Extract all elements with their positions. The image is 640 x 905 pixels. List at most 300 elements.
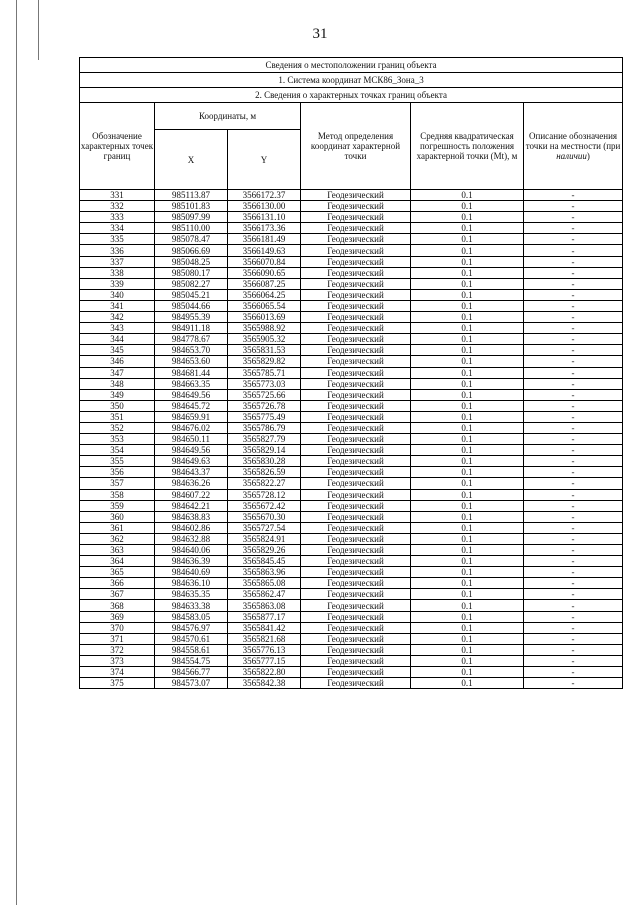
table-row: [80, 578, 623, 589]
error-cell: 0.1: [411, 611, 524, 622]
table-row: [80, 400, 623, 411]
description-cell: -: [524, 334, 623, 345]
description-cell: -: [524, 633, 623, 644]
table-row: [80, 511, 623, 522]
point-id-cell: 354: [80, 445, 155, 456]
y-coordinate-cell: 3565727.54: [228, 522, 301, 533]
error-cell: 0.1: [411, 644, 524, 655]
error-cell: 0.1: [411, 489, 524, 500]
table-row: [80, 312, 623, 323]
error-cell: 0.1: [411, 545, 524, 556]
x-coordinate-cell: 984642.21: [155, 500, 228, 511]
x-coordinate-cell: 984681.44: [155, 367, 228, 378]
error-cell: 0.1: [411, 400, 524, 411]
point-id-cell: 352: [80, 422, 155, 433]
table-row: [80, 190, 623, 201]
point-id-cell: 341: [80, 300, 155, 311]
error-cell: 0.1: [411, 567, 524, 578]
point-id-cell: 332: [80, 201, 155, 212]
table-row: [80, 422, 623, 433]
method-cell: Геодезический: [301, 278, 411, 289]
table-row: [80, 378, 623, 389]
method-cell: Геодезический: [301, 511, 411, 522]
error-cell: 0.1: [411, 212, 524, 223]
x-coordinate-cell: 984633.38: [155, 600, 228, 611]
error-cell: 0.1: [411, 578, 524, 589]
boundary-points-table: [79, 57, 623, 689]
y-coordinate-cell: 3566172.37: [228, 190, 301, 201]
point-id-cell: 337: [80, 256, 155, 267]
table-row: [80, 478, 623, 489]
error-cell: 0.1: [411, 411, 524, 422]
header-y: Y: [228, 130, 301, 190]
description-cell: -: [524, 489, 623, 500]
method-cell: Геодезический: [301, 300, 411, 311]
error-cell: 0.1: [411, 678, 524, 689]
x-coordinate-cell: 984635.35: [155, 589, 228, 600]
x-coordinate-cell: 985110.00: [155, 223, 228, 234]
description-cell: -: [524, 256, 623, 267]
error-cell: 0.1: [411, 589, 524, 600]
description-cell: -: [524, 312, 623, 323]
x-coordinate-cell: 985045.21: [155, 289, 228, 300]
description-cell: -: [524, 545, 623, 556]
y-coordinate-cell: 3565775.49: [228, 411, 301, 422]
method-cell: Геодезический: [301, 478, 411, 489]
x-coordinate-cell: 984607.22: [155, 489, 228, 500]
method-cell: Геодезический: [301, 545, 411, 556]
error-cell: 0.1: [411, 522, 524, 533]
table-title: Сведения о местоположении границ объекта: [80, 58, 623, 73]
point-id-cell: 351: [80, 411, 155, 422]
table-row: [80, 467, 623, 478]
method-cell: Геодезический: [301, 633, 411, 644]
point-id-cell: 358: [80, 489, 155, 500]
point-id-cell: 336: [80, 245, 155, 256]
point-id-cell: 344: [80, 334, 155, 345]
table-row: [80, 389, 623, 400]
point-id-cell: 360: [80, 511, 155, 522]
table-row: [80, 655, 623, 666]
description-cell: -: [524, 422, 623, 433]
description-cell: -: [524, 567, 623, 578]
description-cell: -: [524, 533, 623, 544]
y-coordinate-cell: 3566087.25: [228, 278, 301, 289]
table-row: [80, 522, 623, 533]
description-cell: -: [524, 456, 623, 467]
description-cell: -: [524, 323, 623, 334]
description-cell: -: [524, 234, 623, 245]
description-cell: -: [524, 400, 623, 411]
method-cell: Геодезический: [301, 611, 411, 622]
table-row: [80, 567, 623, 578]
table-row: [80, 234, 623, 245]
y-coordinate-cell: 3565827.79: [228, 434, 301, 445]
method-cell: Геодезический: [301, 522, 411, 533]
point-id-cell: 333: [80, 212, 155, 223]
method-cell: Геодезический: [301, 234, 411, 245]
point-id-cell: 374: [80, 667, 155, 678]
method-cell: Геодезический: [301, 245, 411, 256]
description-cell: -: [524, 223, 623, 234]
y-coordinate-cell: 3565826.59: [228, 467, 301, 478]
header-x: X: [155, 130, 228, 190]
table-row: [80, 356, 623, 367]
point-id-cell: 373: [80, 655, 155, 666]
point-id-cell: 369: [80, 611, 155, 622]
description-cell: -: [524, 589, 623, 600]
y-coordinate-cell: 3566065.54: [228, 300, 301, 311]
x-coordinate-cell: 984659.91: [155, 411, 228, 422]
error-cell: 0.1: [411, 422, 524, 433]
description-cell: -: [524, 511, 623, 522]
table-row: [80, 667, 623, 678]
x-coordinate-cell: 984650.11: [155, 434, 228, 445]
y-coordinate-cell: 3565725.66: [228, 389, 301, 400]
method-cell: Геодезический: [301, 644, 411, 655]
error-cell: 0.1: [411, 556, 524, 567]
x-coordinate-cell: 984640.69: [155, 567, 228, 578]
point-id-cell: 368: [80, 600, 155, 611]
description-cell: -: [524, 356, 623, 367]
method-cell: Геодезический: [301, 589, 411, 600]
method-cell: Геодезический: [301, 533, 411, 544]
y-coordinate-cell: 3566064.25: [228, 289, 301, 300]
x-coordinate-cell: 984663.35: [155, 378, 228, 389]
method-cell: Геодезический: [301, 356, 411, 367]
description-cell: -: [524, 667, 623, 678]
point-id-cell: 339: [80, 278, 155, 289]
error-cell: 0.1: [411, 533, 524, 544]
error-cell: 0.1: [411, 300, 524, 311]
description-cell: -: [524, 522, 623, 533]
point-id-cell: 331: [80, 190, 155, 201]
table-row: [80, 434, 623, 445]
y-coordinate-cell: 3566173.36: [228, 223, 301, 234]
error-cell: 0.1: [411, 600, 524, 611]
point-id-cell: 357: [80, 478, 155, 489]
y-coordinate-cell: 3565776.13: [228, 644, 301, 655]
y-coordinate-cell: 3565773.03: [228, 378, 301, 389]
error-cell: 0.1: [411, 234, 524, 245]
y-coordinate-cell: 3565786.79: [228, 422, 301, 433]
method-cell: Геодезический: [301, 223, 411, 234]
y-coordinate-cell: 3565865.08: [228, 578, 301, 589]
x-coordinate-cell: 985113.87: [155, 190, 228, 201]
point-id-cell: 375: [80, 678, 155, 689]
description-cell: -: [524, 278, 623, 289]
x-coordinate-cell: 985082.27: [155, 278, 228, 289]
table-row: [80, 300, 623, 311]
y-coordinate-cell: 3565821.68: [228, 633, 301, 644]
method-cell: Геодезический: [301, 434, 411, 445]
error-cell: 0.1: [411, 667, 524, 678]
x-coordinate-cell: 984649.56: [155, 389, 228, 400]
x-coordinate-cell: 984570.61: [155, 633, 228, 644]
error-cell: 0.1: [411, 511, 524, 522]
description-cell: -: [524, 411, 623, 422]
point-id-cell: 353: [80, 434, 155, 445]
description-cell: -: [524, 201, 623, 212]
x-coordinate-cell: 984645.72: [155, 400, 228, 411]
method-cell: Геодезический: [301, 567, 411, 578]
table-row: [80, 201, 623, 212]
y-coordinate-cell: 3565670.30: [228, 511, 301, 522]
table-row: [80, 611, 623, 622]
x-coordinate-cell: 985066.69: [155, 245, 228, 256]
description-cell: -: [524, 644, 623, 655]
table-row: [80, 678, 623, 689]
y-coordinate-cell: 3565777.15: [228, 655, 301, 666]
error-cell: 0.1: [411, 267, 524, 278]
description-cell: -: [524, 556, 623, 567]
table-row: [80, 622, 623, 633]
x-coordinate-cell: 984649.63: [155, 456, 228, 467]
table-row: [80, 411, 623, 422]
header-method: Метод определения координат характерной точки: [301, 103, 411, 190]
method-cell: Геодезический: [301, 578, 411, 589]
table-row: [80, 278, 623, 289]
point-id-cell: 343: [80, 323, 155, 334]
point-id-cell: 370: [80, 622, 155, 633]
y-coordinate-cell: 3565726.78: [228, 400, 301, 411]
method-cell: Геодезический: [301, 378, 411, 389]
description-cell: -: [524, 378, 623, 389]
y-coordinate-cell: 3565829.14: [228, 445, 301, 456]
method-cell: Геодезический: [301, 500, 411, 511]
table-row: [80, 223, 623, 234]
error-cell: 0.1: [411, 356, 524, 367]
error-cell: 0.1: [411, 622, 524, 633]
y-coordinate-cell: 3565831.53: [228, 345, 301, 356]
method-cell: Геодезический: [301, 667, 411, 678]
x-coordinate-cell: 984955.39: [155, 312, 228, 323]
method-cell: Геодезический: [301, 600, 411, 611]
y-coordinate-cell: 3565822.27: [228, 478, 301, 489]
point-id-cell: 372: [80, 644, 155, 655]
table-row: [80, 245, 623, 256]
x-coordinate-cell: 984632.88: [155, 533, 228, 544]
description-cell: -: [524, 611, 623, 622]
table-row: [80, 256, 623, 267]
x-coordinate-cell: 985044.66: [155, 300, 228, 311]
table-row: [80, 289, 623, 300]
point-id-cell: 345: [80, 345, 155, 356]
point-id-cell: 361: [80, 522, 155, 533]
y-coordinate-cell: 3565905.32: [228, 334, 301, 345]
header-description-text: Описание обозначения точки на местности (при: [525, 131, 621, 151]
description-cell: -: [524, 245, 623, 256]
y-coordinate-cell: 3565863.96: [228, 567, 301, 578]
error-cell: 0.1: [411, 456, 524, 467]
description-cell: -: [524, 600, 623, 611]
method-cell: Геодезический: [301, 678, 411, 689]
x-coordinate-cell: 984636.10: [155, 578, 228, 589]
point-id-cell: 342: [80, 312, 155, 323]
error-cell: 0.1: [411, 378, 524, 389]
y-coordinate-cell: 3565877.17: [228, 611, 301, 622]
error-cell: 0.1: [411, 278, 524, 289]
table-row: [80, 445, 623, 456]
header-coords: Координаты, м: [155, 103, 301, 130]
error-cell: 0.1: [411, 190, 524, 201]
table-row: [80, 334, 623, 345]
method-cell: Геодезический: [301, 190, 411, 201]
method-cell: Геодезический: [301, 489, 411, 500]
point-id-cell: 364: [80, 556, 155, 567]
x-coordinate-cell: 985078.47: [155, 234, 228, 245]
error-cell: 0.1: [411, 245, 524, 256]
method-cell: Геодезический: [301, 256, 411, 267]
y-coordinate-cell: 3566149.63: [228, 245, 301, 256]
description-cell: -: [524, 212, 623, 223]
x-coordinate-cell: 984583.05: [155, 611, 228, 622]
point-id-cell: 349: [80, 389, 155, 400]
error-cell: 0.1: [411, 201, 524, 212]
table-row: [80, 545, 623, 556]
point-id-cell: 350: [80, 400, 155, 411]
error-cell: 0.1: [411, 289, 524, 300]
error-cell: 0.1: [411, 434, 524, 445]
x-coordinate-cell: 985097.99: [155, 212, 228, 223]
table-row: [80, 212, 623, 223]
table-row: [80, 323, 623, 334]
point-id-cell: 359: [80, 500, 155, 511]
y-coordinate-cell: 3566130.00: [228, 201, 301, 212]
method-cell: Геодезический: [301, 445, 411, 456]
method-cell: Геодезический: [301, 367, 411, 378]
point-id-cell: 366: [80, 578, 155, 589]
y-coordinate-cell: 3565728.12: [228, 489, 301, 500]
coordinate-system: 1. Система координат МСК86_Зона_3: [80, 73, 623, 88]
description-cell: -: [524, 578, 623, 589]
method-cell: Геодезический: [301, 411, 411, 422]
table-row: [80, 556, 623, 567]
table-row: [80, 500, 623, 511]
error-cell: 0.1: [411, 367, 524, 378]
point-id-cell: 371: [80, 633, 155, 644]
table-body: [80, 190, 623, 689]
error-cell: 0.1: [411, 223, 524, 234]
description-cell: -: [524, 267, 623, 278]
point-id-cell: 335: [80, 234, 155, 245]
method-cell: Геодезический: [301, 400, 411, 411]
error-cell: 0.1: [411, 633, 524, 644]
point-id-cell: 362: [80, 533, 155, 544]
table-row: [80, 267, 623, 278]
x-coordinate-cell: 984566.77: [155, 667, 228, 678]
x-coordinate-cell: 984638.83: [155, 511, 228, 522]
method-cell: Геодезический: [301, 556, 411, 567]
method-cell: Геодезический: [301, 389, 411, 400]
x-coordinate-cell: 984602.86: [155, 522, 228, 533]
y-coordinate-cell: 3565829.82: [228, 356, 301, 367]
method-cell: Геодезический: [301, 289, 411, 300]
point-id-cell: 347: [80, 367, 155, 378]
method-cell: Геодезический: [301, 201, 411, 212]
error-cell: 0.1: [411, 500, 524, 511]
y-coordinate-cell: 3565988.92: [228, 323, 301, 334]
y-coordinate-cell: 3565863.08: [228, 600, 301, 611]
method-cell: Геодезический: [301, 345, 411, 356]
point-id-cell: 340: [80, 289, 155, 300]
header-point: Обозначение характерных точек границ: [80, 103, 155, 190]
point-id-cell: 334: [80, 223, 155, 234]
y-coordinate-cell: 3566181.49: [228, 234, 301, 245]
y-coordinate-cell: 3565672.42: [228, 500, 301, 511]
x-coordinate-cell: 985048.25: [155, 256, 228, 267]
x-coordinate-cell: 984576.97: [155, 622, 228, 633]
method-cell: Геодезический: [301, 655, 411, 666]
description-cell: -: [524, 190, 623, 201]
y-coordinate-cell: 3566090.65: [228, 267, 301, 278]
x-coordinate-cell: 984676.02: [155, 422, 228, 433]
method-cell: Геодезический: [301, 267, 411, 278]
x-coordinate-cell: 984554.75: [155, 655, 228, 666]
table-row: [80, 589, 623, 600]
description-cell: -: [524, 389, 623, 400]
x-coordinate-cell: 984640.06: [155, 545, 228, 556]
description-cell: -: [524, 500, 623, 511]
error-cell: 0.1: [411, 445, 524, 456]
description-cell: -: [524, 678, 623, 689]
scan-edge-line: [16, 0, 17, 905]
error-cell: 0.1: [411, 312, 524, 323]
table-row: [80, 600, 623, 611]
error-cell: 0.1: [411, 334, 524, 345]
table-row: [80, 367, 623, 378]
header-error: Средняя квадратическая погрешность положения характерной точки (Mt), м: [411, 103, 524, 190]
description-cell: -: [524, 289, 623, 300]
x-coordinate-cell: 984653.60: [155, 356, 228, 367]
table-row: [80, 345, 623, 356]
x-coordinate-cell: 984653.70: [155, 345, 228, 356]
table-row: [80, 489, 623, 500]
point-id-cell: 346: [80, 356, 155, 367]
method-cell: Геодезический: [301, 456, 411, 467]
description-cell: -: [524, 478, 623, 489]
x-coordinate-cell: 984573.07: [155, 678, 228, 689]
y-coordinate-cell: 3565841.42: [228, 622, 301, 633]
error-cell: 0.1: [411, 345, 524, 356]
error-cell: 0.1: [411, 478, 524, 489]
y-coordinate-cell: 3565862.47: [228, 589, 301, 600]
y-coordinate-cell: 3565829.26: [228, 545, 301, 556]
header-description-close: ): [586, 151, 590, 161]
error-cell: 0.1: [411, 655, 524, 666]
x-coordinate-cell: 984911.18: [155, 323, 228, 334]
x-coordinate-cell: 984636.39: [155, 556, 228, 567]
method-cell: Геодезический: [301, 212, 411, 223]
error-cell: 0.1: [411, 256, 524, 267]
header-description-italic: наличии: [556, 151, 587, 161]
header-description: [524, 103, 623, 190]
point-id-cell: 363: [80, 545, 155, 556]
x-coordinate-cell: 984649.56: [155, 445, 228, 456]
method-cell: Геодезический: [301, 323, 411, 334]
table-row: [80, 533, 623, 544]
page-number: 31: [312, 26, 328, 42]
x-coordinate-cell: 984636.26: [155, 478, 228, 489]
y-coordinate-cell: 3566070.84: [228, 256, 301, 267]
table-row: [80, 633, 623, 644]
method-cell: Геодезический: [301, 622, 411, 633]
y-coordinate-cell: 3565842.38: [228, 678, 301, 689]
section-title: 2. Сведения о характерных точках границ объекта: [80, 88, 623, 103]
description-cell: -: [524, 445, 623, 456]
description-cell: -: [524, 655, 623, 666]
error-cell: 0.1: [411, 467, 524, 478]
